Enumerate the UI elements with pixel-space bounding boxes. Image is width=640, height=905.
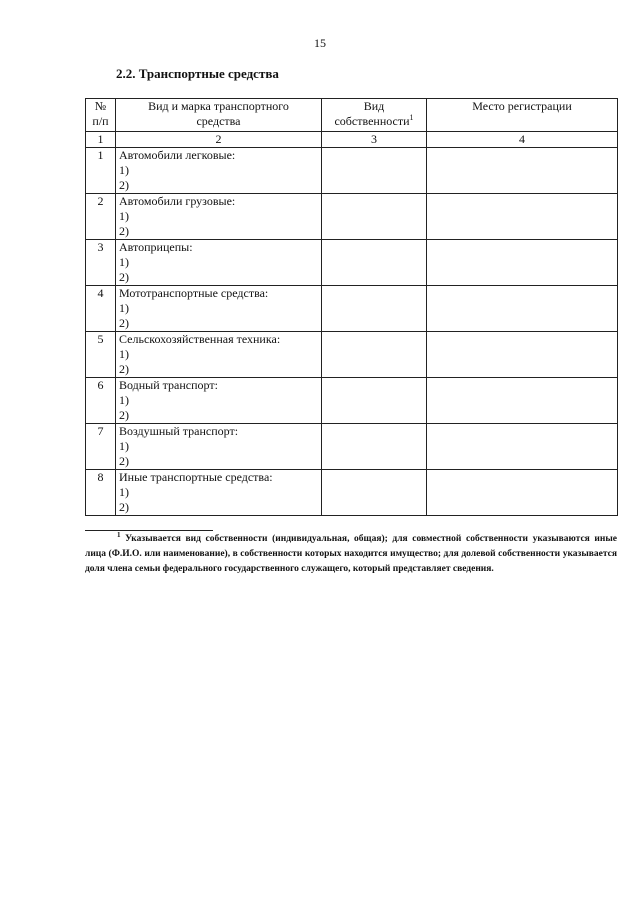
table-row — [86, 148, 618, 194]
ownership-cell — [322, 148, 427, 194]
header-line: п/п — [92, 114, 109, 128]
vehicle-type-cell — [116, 378, 322, 424]
row-number: 1 — [86, 148, 116, 194]
registration-cell — [427, 378, 618, 424]
category-label: Воздушный транспорт: — [119, 424, 239, 438]
item-entry: 2) — [119, 362, 129, 376]
page-number: 15 — [314, 36, 326, 50]
table-row — [86, 378, 618, 424]
item-entry: 2) — [119, 454, 129, 468]
footnote-text: Указывается вид собственности (индивидуальная, общая); для совместной собственности указываются иные лица (Ф.И.О. или наименование), в собственности которых находится имущество; для долевой собственности указывается доля члена семьи федерального государственного служащего, который представляет сведения. — [85, 534, 617, 574]
item-entry: 1) — [119, 347, 129, 361]
item-entry: 2) — [119, 408, 129, 422]
registration-cell — [427, 194, 618, 240]
vehicle-type-cell — [116, 194, 322, 240]
column-number: 4 — [427, 132, 618, 148]
column-number: 3 — [322, 132, 427, 148]
category-label: Водный транспорт: — [119, 378, 218, 392]
footnote-mark: 1 — [117, 530, 121, 539]
row-number: 3 — [86, 240, 116, 286]
item-entry: 1) — [119, 163, 129, 177]
vehicle-type-cell — [116, 470, 322, 516]
category-label: Сельскохозяйственная техника: — [119, 332, 281, 346]
row-number: 6 — [86, 378, 116, 424]
category-label: Автомобили грузовые: — [119, 194, 236, 208]
header-line: Вид — [363, 99, 385, 113]
registration-cell — [427, 240, 618, 286]
section-title: 2.2. Транспортные средства — [116, 66, 279, 81]
item-entry: 1) — [119, 485, 129, 499]
registration-cell — [427, 148, 618, 194]
table-row — [86, 332, 618, 378]
table-row — [86, 286, 618, 332]
item-entry: 2) — [119, 270, 129, 284]
footnote-reference: 1 — [409, 113, 414, 122]
table-row — [86, 470, 618, 516]
table-row — [86, 194, 618, 240]
column-number: 1 — [86, 132, 116, 148]
ownership-cell — [322, 470, 427, 516]
header-ownership — [322, 99, 427, 132]
ownership-cell — [322, 240, 427, 286]
ownership-cell — [322, 194, 427, 240]
vehicle-type-cell — [116, 424, 322, 470]
header-line-wrap — [325, 114, 423, 129]
category-label: Мототранспортные средства: — [119, 286, 269, 300]
item-entry: 1) — [119, 393, 129, 407]
ownership-cell — [322, 286, 427, 332]
item-entry: 2) — [119, 224, 129, 238]
item-entry: 1) — [119, 209, 129, 223]
vehicle-type-cell — [116, 332, 322, 378]
ownership-cell — [322, 332, 427, 378]
footnote — [85, 532, 617, 577]
vehicle-type-cell — [116, 240, 322, 286]
item-entry: 2) — [119, 178, 129, 192]
header-line: собственности — [334, 114, 410, 128]
item-entry: 2) — [119, 500, 129, 514]
header-line: № — [94, 99, 107, 113]
registration-cell — [427, 286, 618, 332]
registration-cell — [427, 332, 618, 378]
header-vehicle-type — [116, 99, 322, 132]
header-number — [86, 99, 116, 132]
row-number: 5 — [86, 332, 116, 378]
item-entry: 1) — [119, 255, 129, 269]
category-label: Иные транспортные средства: — [119, 470, 273, 484]
header-line: Место регистрации — [472, 99, 572, 113]
column-number: 2 — [116, 132, 322, 148]
row-number: 7 — [86, 424, 116, 470]
column-number-row — [86, 132, 618, 148]
header-registration-place — [427, 99, 618, 132]
row-number: 4 — [86, 286, 116, 332]
registration-cell — [427, 470, 618, 516]
vehicle-type-cell — [116, 148, 322, 194]
vehicle-type-cell — [116, 286, 322, 332]
category-label: Автоприцепы: — [119, 240, 193, 254]
row-number: 8 — [86, 470, 116, 516]
vehicles-table — [85, 98, 618, 516]
category-label: Автомобили легковые: — [119, 148, 236, 162]
ownership-cell — [322, 424, 427, 470]
item-entry: 2) — [119, 316, 129, 330]
row-number: 2 — [86, 194, 116, 240]
registration-cell — [427, 424, 618, 470]
item-entry: 1) — [119, 439, 129, 453]
table-header-row — [86, 99, 618, 132]
table-row — [86, 424, 618, 470]
header-line: Вид и марка транспортного — [148, 99, 289, 113]
header-line: средства — [196, 114, 241, 128]
item-entry: 1) — [119, 301, 129, 315]
table-row — [86, 240, 618, 286]
footnote-divider — [85, 530, 213, 531]
ownership-cell — [322, 378, 427, 424]
